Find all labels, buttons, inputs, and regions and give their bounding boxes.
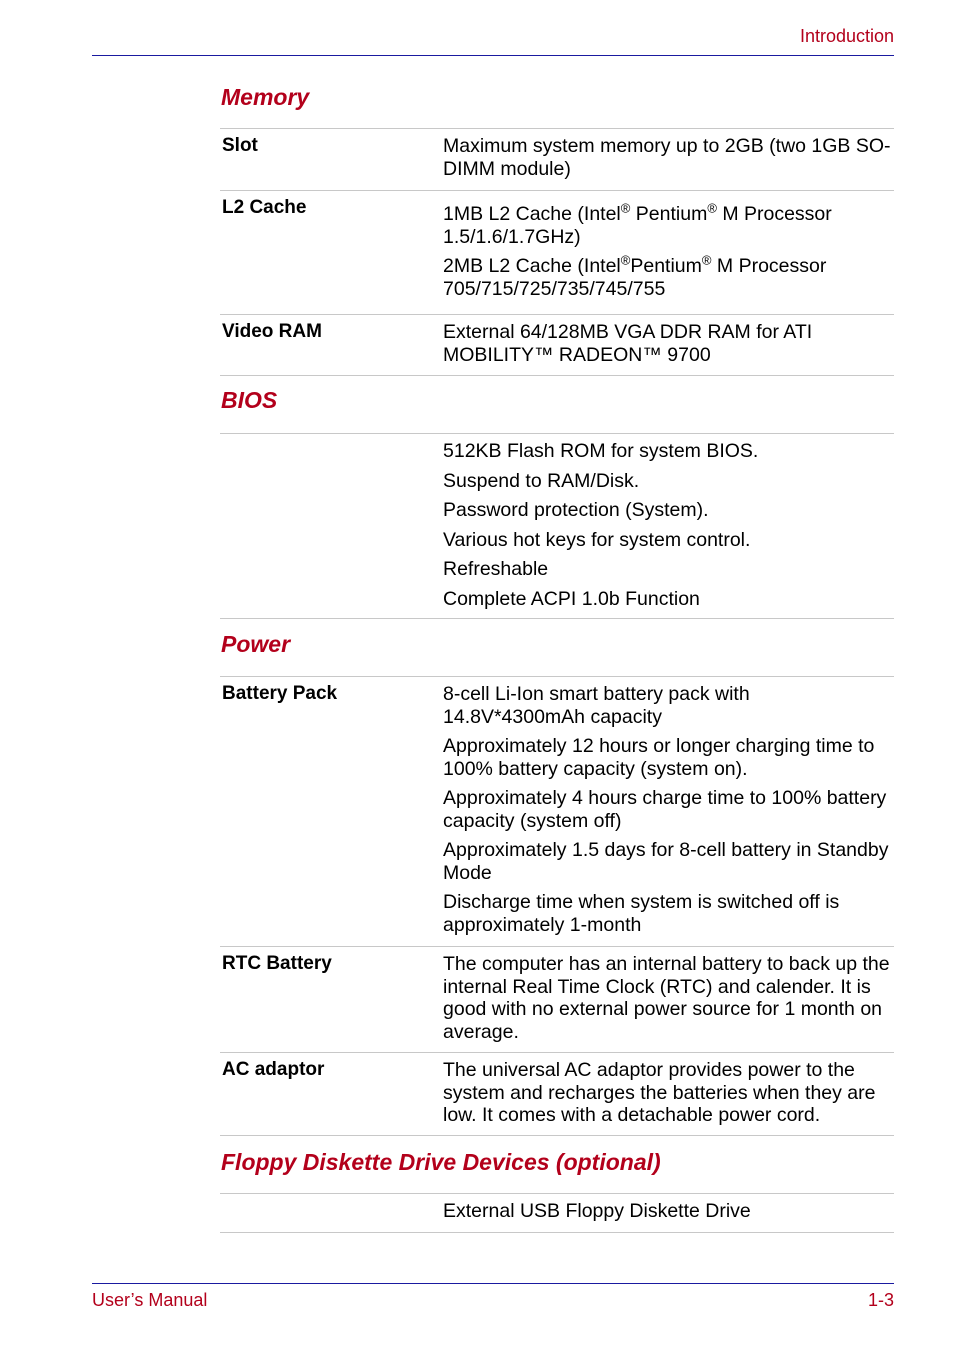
list-item: 8-cell Li-Ion smart battery pack with 14.8V*4300mAh capacity xyxy=(443,683,750,728)
page-number: 1-3 xyxy=(867,1290,894,1310)
list-item: Approximately 12 hours or longer charging time to 100% battery capacity (system on). xyxy=(443,735,875,780)
footer-manual-title: User’s Manual xyxy=(92,1290,208,1310)
list-item: Password protection (System). xyxy=(443,499,709,521)
memory-table xyxy=(220,128,894,376)
ac-adaptor-label: AC adaptor xyxy=(222,1059,325,1080)
rtc-battery-value: The computer has an internal battery to back up the internal Real Time Clock (RTC) and calender. It is good with no external power source for 1 month on average. xyxy=(443,953,890,1043)
list-item: Suspend to RAM/Disk. xyxy=(443,469,640,492)
floppy-label-empty xyxy=(220,1200,443,1223)
l2-cache-value: 1MB L2 Cache (Intel® Pentium® M Processor 1.5/1.6/1.7GHz) 2MB L2 Cache (Intel®Pentium® M Processor 705/715/725/735/745/755 xyxy=(443,200,832,300)
l2-cache-label: L2 Cache xyxy=(222,197,307,218)
list-item: Complete ACPI 1.0b Function xyxy=(443,587,700,610)
floppy-value: External USB Floppy Diskette Drive xyxy=(443,1200,751,1222)
list-item: Various hot keys for system control. xyxy=(443,528,751,551)
power-heading: Power xyxy=(221,631,291,657)
table-row xyxy=(220,1053,894,1136)
battery-pack-label: Battery Pack xyxy=(222,683,338,704)
power-table xyxy=(220,676,894,1136)
list-item: Approximately 4 hours charge time to 100% battery capacity (system off) xyxy=(443,787,887,832)
floppy-heading: Floppy Diskette Drive Devices (optional) xyxy=(221,1149,661,1175)
bios-table xyxy=(220,433,894,619)
table-row xyxy=(220,191,894,315)
video-ram-label: Video RAM xyxy=(222,321,322,342)
bios-value-list xyxy=(443,440,894,609)
slot-value: Maximum system memory up to 2GB (two 1GB SO-DIMM module) xyxy=(443,135,891,180)
slot-label: Slot xyxy=(222,135,258,156)
bios-label-empty xyxy=(220,440,443,609)
list-item: Refreshable xyxy=(443,558,549,580)
header-rule xyxy=(92,55,894,56)
bios-heading: BIOS xyxy=(221,387,278,413)
table-row xyxy=(220,947,894,1053)
table-row xyxy=(220,129,894,191)
list-item: 512KB Flash ROM for system BIOS. xyxy=(443,440,759,462)
floppy-table xyxy=(220,1193,894,1233)
table-row xyxy=(220,1194,894,1233)
list-item: Discharge time when system is switched off is approximately 1-month xyxy=(443,891,840,936)
table-row xyxy=(220,434,894,619)
header-section-title: Introduction xyxy=(799,26,894,46)
video-ram-value: External 64/128MB VGA DDR RAM for ATI MOBILITY™ RADEON™ 9700 xyxy=(443,321,813,366)
memory-heading: Memory xyxy=(221,84,310,110)
ac-adaptor-value: The universal AC adaptor provides power to the system and recharges the batteries when they are low. It comes with a detachable power cord. xyxy=(443,1059,876,1126)
list-item: Approximately 1.5 days for 8-cell battery in Standby Mode xyxy=(443,839,889,884)
table-row xyxy=(220,315,894,376)
battery-pack-value xyxy=(443,683,894,937)
table-row xyxy=(220,677,894,947)
rtc-battery-label: RTC Battery xyxy=(222,953,332,974)
footer-rule xyxy=(92,1283,894,1284)
